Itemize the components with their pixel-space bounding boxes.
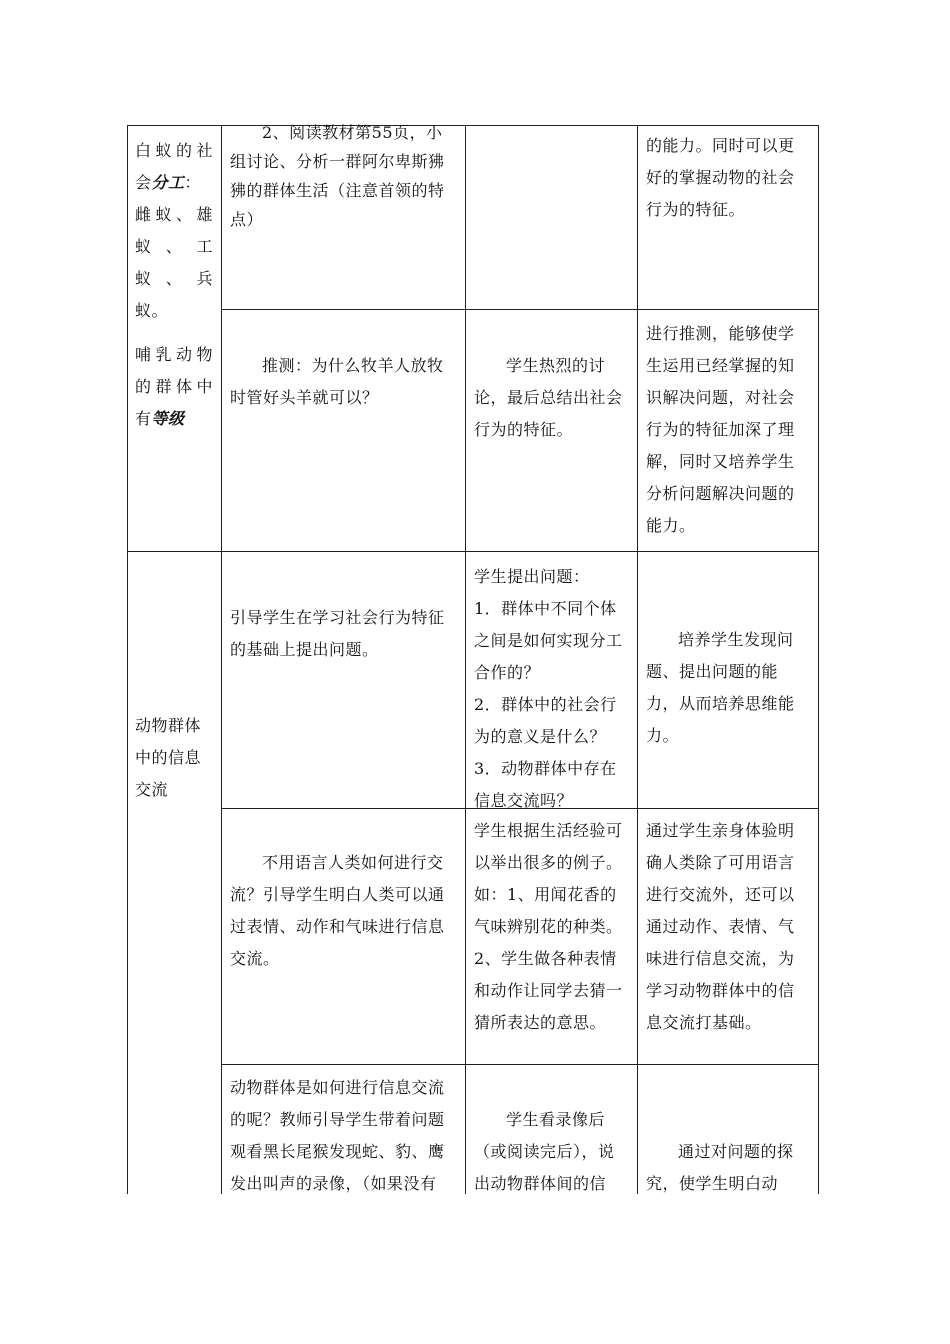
- topic-line: 雌蚁、雄: [135, 205, 213, 224]
- row-divider-r1a: [221, 309, 819, 310]
- topic-text: 会: [135, 173, 152, 192]
- question-item: 3．动物群体中存在信息交流吗？: [474, 759, 617, 810]
- row2-topic-cell: 动物群体中的信息交流: [135, 716, 202, 799]
- keyword-division-of-labor: 分工: [151, 173, 185, 192]
- teacher-activity-cell: 2、阅读教材第55页，小组讨论、分析一群阿尔卑斯狒狒的群体生活（注意首领的特点）: [230, 123, 445, 229]
- teacher-activity-cell: 引导学生在学习社会行为特征的基础上提出问题。: [230, 608, 445, 659]
- keyword-hierarchy: 等级: [151, 409, 185, 428]
- teacher-activity-cell: 推测：为什么牧羊人放牧时管好头羊就可以？: [230, 356, 444, 407]
- teacher-activity-cell: 不用语言人类如何进行交流？引导学生明白人类可以通过表情、动作和气味进行信息交流。: [230, 853, 445, 968]
- row1-topic-cell: [135, 135, 213, 435]
- question-item: 1．群体中不同个体之间是如何实现分工合作的？: [474, 599, 623, 682]
- questions-intro: 学生提出问题：: [474, 567, 590, 586]
- topic-line: 蚁、工: [135, 237, 213, 256]
- column-divider-1: [221, 125, 222, 1194]
- row-divider-r1-end: [127, 551, 819, 552]
- topic-line: [135, 403, 213, 435]
- design-intent-cell: 通过学生亲身体验明确人类除了可用语言进行交流外，还可以通过动作、表情、气味进行信息交流，为学习动物群体中的信息交流打基础。: [646, 821, 795, 1032]
- table-border-left: [127, 125, 128, 1194]
- table-border-right: [818, 125, 819, 1194]
- topic-line: 蚁。: [135, 301, 169, 320]
- topic-line: 白蚁的社: [135, 141, 213, 160]
- design-intent-cell: 的能力。同时可以更好的掌握动物的社会行为的特征。: [646, 136, 795, 219]
- topic-line: [135, 167, 213, 199]
- topic-text: ：: [184, 173, 202, 192]
- design-intent-cell: 培养学生发现问题、提出问题的能力，从而培养思维能力。: [646, 630, 795, 745]
- student-activity-cell: 学生根据生活经验可以举出很多的例子。如：1、用闻花香的气味辨别花的种类。2、学生做各种表情和动作让同学去猜一猜所表达的意思。: [474, 821, 623, 1032]
- student-activity-cell: 学生看录像后（或阅读完后），说出动物群体间的信: [474, 1110, 615, 1193]
- topic-line: 的群体中: [135, 377, 213, 396]
- design-intent-cell: 通过对问题的探究，使学生明白动: [646, 1142, 794, 1193]
- row-divider-r2b: [221, 1064, 819, 1065]
- topic-text: 有: [135, 409, 152, 428]
- topic-line: 蚁、兵: [135, 269, 213, 288]
- student-questions-cell: [474, 561, 629, 817]
- topic-line: 哺乳动物: [135, 345, 213, 364]
- teacher-activity-cell: 动物群体是如何进行信息交流的呢？教师引导学生带着问题观看黑长尾猴发现蛇、豹、鹰发出叫声的录像，（如果没有: [230, 1078, 445, 1193]
- student-activity-cell: 学生热烈的讨论，最后总结出社会行为的特征。: [474, 356, 623, 439]
- question-item: 2．群体中的社会行为的意义是什么？: [474, 695, 617, 746]
- column-divider-2: [465, 125, 466, 1194]
- column-divider-3: [637, 125, 638, 1194]
- design-intent-cell: 进行推测，能够使学生运用已经掌握的知识解决问题，对社会行为的特征加深了理解，同时又培养学生分析问题解决问题的能力。: [646, 324, 795, 535]
